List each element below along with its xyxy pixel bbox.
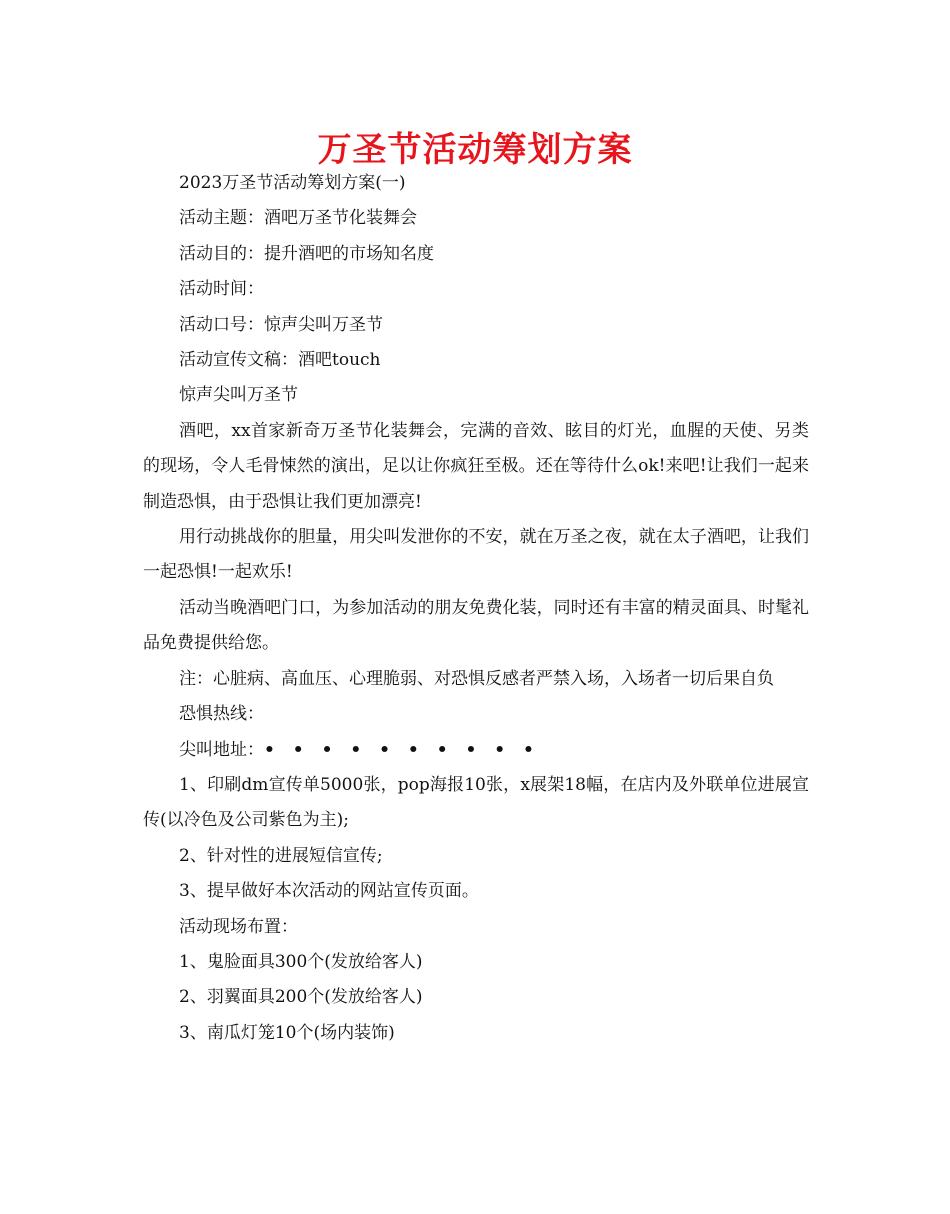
address-label: 尖叫地址： <box>179 739 264 760</box>
paragraph-copy-body-1: 酒吧，xx首家新奇万圣节化装舞会，完满的音效、眩目的灯光，血腥的天使、另类的现场，令人毛骨悚然的演出，足以让你疯狂至极。还在等待什么ok!来吧!让我们一起来制造恐惧，由于恐惧让我们更加漂亮! <box>143 420 809 512</box>
document-title: 万圣节活动筹划方案 <box>317 130 633 170</box>
paragraph-masks: 1、鬼脸面具300个(发放给客人) <box>179 951 423 972</box>
paragraph-copy-body-3: 活动当晚酒吧门口，为参加活动的朋友免费化装，同时还有丰富的精灵面具、时髦礼品免费提供给您。 <box>143 597 809 654</box>
paragraph-theme: 活动主题：酒吧万圣节化装舞会 <box>179 208 417 229</box>
paragraph-slogan: 活动口号：惊声尖叫万圣节 <box>179 314 383 335</box>
paragraph-lanterns: 3、南瓜灯笼10个(场内装饰) <box>179 1022 395 1043</box>
paragraph-purpose: 活动目的：提升酒吧的市场知名度 <box>179 243 434 264</box>
paragraph-copy-heading: 惊声尖叫万圣节 <box>179 385 298 406</box>
paragraph-venue-setup: 活动现场布置： <box>179 916 298 937</box>
paragraph-time: 活动时间： <box>179 279 264 300</box>
paragraph-wing-masks: 2、羽翼面具200个(发放给客人) <box>179 987 423 1008</box>
paragraph-sms-promo: 2、针对性的进展短信宣传; <box>179 845 383 866</box>
paragraph-copy-title: 活动宣传文稿：酒吧touch <box>179 350 381 371</box>
paragraph-web-promo: 3、提早做好本次活动的网站宣传页面。 <box>179 881 479 902</box>
paragraph-print-promo: 1、印刷dm宣传单5000张，pop海报10张，x展架18幅，在店内及外联单位进展宣传(以冷色及公司紫色为主); <box>143 774 809 831</box>
address-dots: • • • • • • • • • • <box>264 739 540 760</box>
paragraph-note: 注：心脏病、高血压、心理脆弱、对恐惧反感者严禁入场，入场者一切后果自负 <box>179 668 774 689</box>
paragraph-address <box>143 733 809 768</box>
paragraph-subtitle: 2023万圣节活动筹划方案(一) <box>179 173 406 193</box>
document-body <box>143 166 809 1051</box>
paragraph-copy-body-2: 用行动挑战你的胆量，用尖叫发泄你的不安，就在万圣之夜，就在太子酒吧，让我们一起恐惧!一起欢乐! <box>143 527 809 583</box>
paragraph-hotline: 恐惧热线： <box>179 704 264 725</box>
